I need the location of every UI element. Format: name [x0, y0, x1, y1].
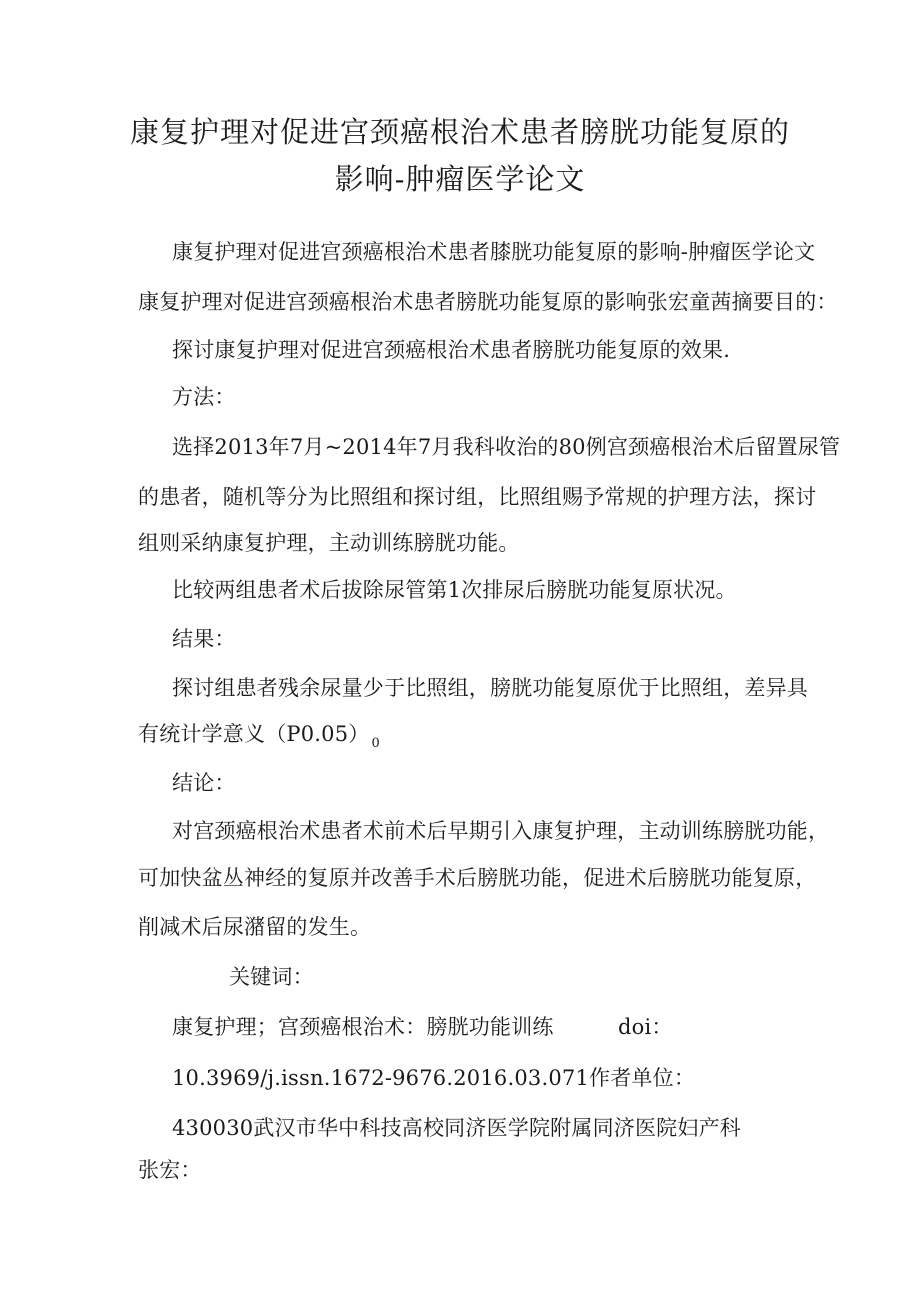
- results-label: 结果：: [172, 627, 236, 651]
- abstract-intro-line: 康复护理对促进宫颈癌根治术患者膀胱功能复原的影响张宏童茜摘要目的：: [138, 290, 838, 314]
- page-title-line-2: 影响-肿瘤医学论文: [334, 162, 586, 196]
- conclusion-text-line-3: 削减术后尿潴留的发生。: [138, 915, 372, 939]
- doi-value-line: 10.3969/j.issn.1672-9676.2016.03.071作者单位：: [172, 1066, 696, 1090]
- keywords-text: 康复护理；宫颈癌根治术：膀胱功能训练: [172, 1015, 554, 1039]
- results-text-line-2: [138, 718, 380, 751]
- results-text-line-1: 探讨组患者残余尿量少于比照组，膀胱功能复原优于比照组，差异具: [172, 676, 808, 700]
- methods-label: 方法：: [172, 385, 236, 409]
- doi-label: doi：: [618, 1015, 673, 1039]
- results-significance: 有统计学意义（P0.05）: [138, 722, 370, 746]
- results-subscript: 0: [371, 736, 380, 751]
- methods-text-line-1: 选择2013年7月~2014年7月我科收治的80例宫颈癌根治术后留置尿管: [172, 435, 841, 459]
- author-name: 张宏：: [138, 1158, 202, 1182]
- abstract-heading-line: 康复护理对促进宫颈癌根治术患者膝胱功能复原的影响-肿瘤医学论文: [172, 240, 816, 264]
- page-title-line-1: 康复护理对促进宫颈癌根治术患者膀胱功能复原的: [129, 115, 790, 149]
- comparison-text: 比较两组患者术后拔除尿管第1次排尿后膀胱功能复原状况。: [172, 578, 737, 602]
- conclusion-label: 结论：: [172, 771, 236, 795]
- methods-text-line-2: 的患者，随机等分为比照组和探讨组，比照组赐予常规的护理方法，探讨: [138, 485, 817, 509]
- conclusion-text-line-2: 可加快盆丛神经的复原并改善手术后膀胱功能，促进术后膀胱功能复原，: [138, 866, 817, 890]
- affiliation-text: 430030武汉市华中科技高校同济医学院附属同济医院妇产科: [172, 1116, 741, 1140]
- objective-text: 探讨康复护理对促进宫颈癌根治术患者膀胱功能复原的效果.: [172, 338, 731, 362]
- conclusion-text-line-1: 对宫颈癌根治术患者术前术后早期引入康复护理，主动训练膀胱功能，: [172, 819, 830, 843]
- methods-text-line-3: 组则采纳康复护理，主动训练膀胱功能。: [138, 531, 520, 555]
- keywords-label: 关键词：: [229, 965, 314, 989]
